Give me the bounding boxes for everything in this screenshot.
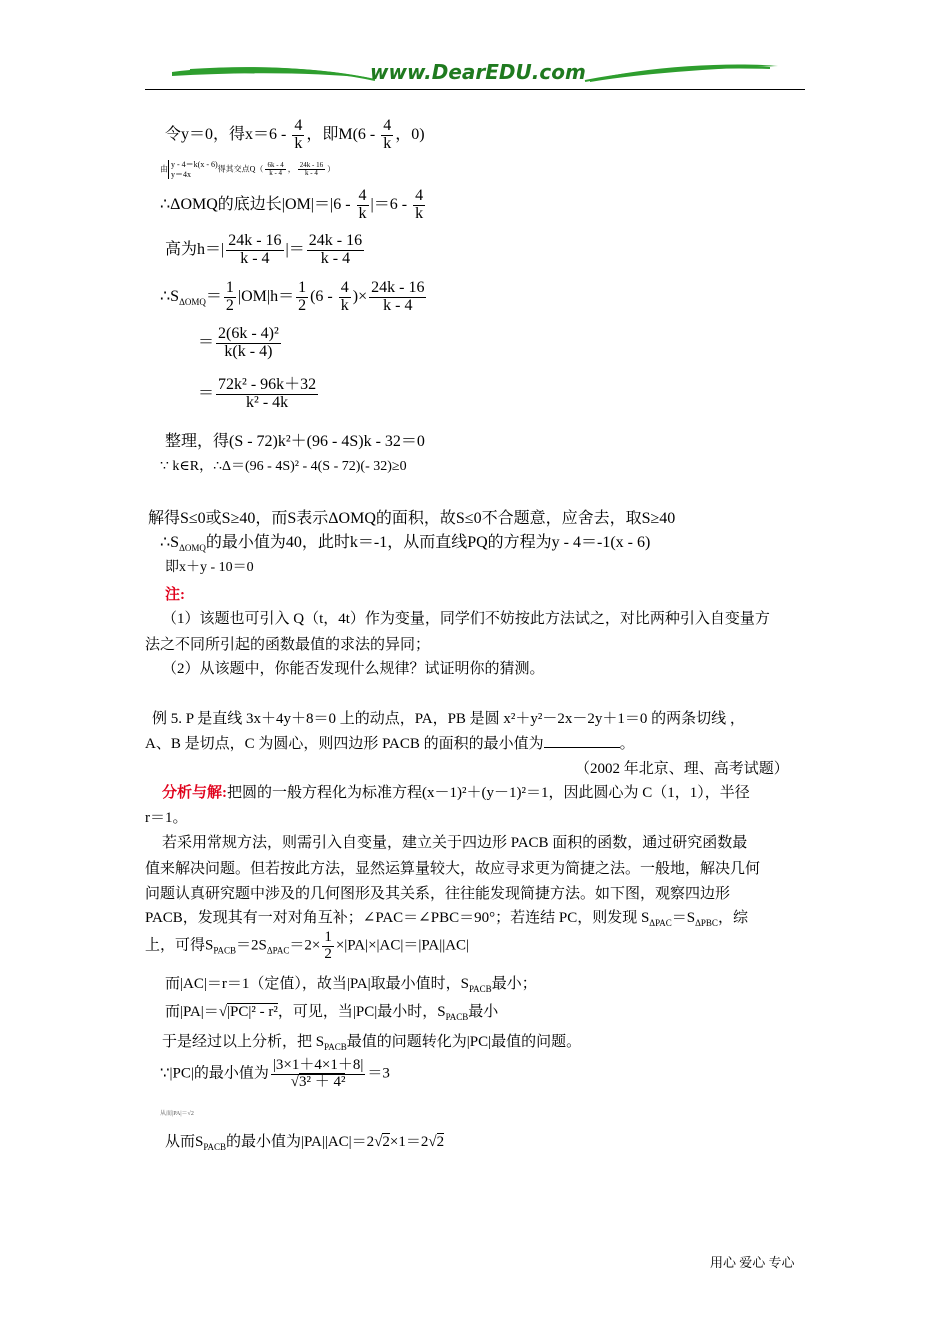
- analysis-para2-line-2: 值来解决问题。但若按此方法，显然运算量较大，故应寻求更为简捷之法。一般地，解决几何: [145, 861, 761, 877]
- analysis-line-5: 上，可得$S_{PACB}=2S_{\Delta PAC}=2\times$ $\frac{1}{2}$ ×|PA|×|AC|＝|PA||AC|: [145, 929, 470, 962]
- analysis-line-8: 于是经过以上分析，把 $S_{PACB}$最值的问题转化为|PC|最值的问题。: [162, 1034, 582, 1052]
- analysis-para2-line-1: 若采用常规方法，则需引入自变量，建立关于四边形 PACB 面积的函数，通过研究函数最: [162, 835, 748, 851]
- analysis-line-9: ∵|PC|的最小值为 $\frac{|3\times 1+4\times 1+8|}{\text{√3² ＋ 4²}}$ ＝3: [160, 1057, 390, 1090]
- derivation-line-2: 由 y - 4＝k(x - 6) y＝4x 得其交点Q（ $\frac{6k - 4}{k - 4}$ ， $\frac{24k - 16}{k - 4}$ ）: [160, 160, 336, 179]
- analysis-para2-line-3: 问题认真研究题中涉及的几何图形及其关系，往往能发现简捷方法。如下图，观察四边形: [145, 886, 731, 902]
- derivation-line-8: 整理，得(S - 72)k²＋(96 - 4S)k - 32＝0: [165, 433, 425, 450]
- note-label: 注:: [165, 587, 185, 603]
- note-p1-line2: 法之不同所引起的函数最值的求法的异同；: [145, 637, 431, 653]
- analysis-line-1: 分析与解:把圆的一般方程化为标准方程(x－1)²＋(y－1)²＝1，因此圆心为 C（1，1），半径: [162, 785, 750, 801]
- note-p2: （2）从该题中，你能否发现什么规律？试证明你的猜测。: [162, 661, 545, 677]
- derivation-line-7: ＝ $\frac{\text{72k² - 96k＋32}}{\text{k² - 4k}}$: [198, 376, 317, 411]
- derivation-line-5: $\therefore S_{\Delta OMQ}=$ $\frac{1}{2}$ |OM|h＝ $\frac{1}{2}$ (6 - $\frac{4}{k}$ )× $\frac{24k - 16}{k - 4}$: [160, 279, 425, 314]
- footer-text: 用心 爱心 专心: [710, 1255, 795, 1270]
- derivation-line-3: ∴ΔOMQ的底边长|OM|＝|6 - $\frac{4}{k}$ |＝6 - $\frac{4}{k}$: [160, 187, 424, 222]
- analysis-line-7: 而|PA|＝√|PC|² - r²，可见，当|PC|最小时，$S_{PACB}$最小: [165, 1004, 499, 1022]
- tiny-note: 从而|PA|＝√2: [160, 1111, 194, 1117]
- derivation-line-6: ＝ $\frac{\text{2(6k - 4)²}}{k(k - 4)}$: [198, 325, 279, 360]
- final-line: 从而$S_{PACB}$的最小值为|PA||AC|＝2√2×1＝2√2: [165, 1134, 445, 1152]
- solution-line-2: $\therefore S_{\Delta OMQ}$的最小值为40，此时k＝-1，从而直线PQ的方程为y - 4＝-1(x - 6): [160, 534, 651, 554]
- example5-line-2: A、B 是切点，C 为圆心，则四边形 PACB 的面积的最小值为 。: [145, 736, 635, 752]
- solution-line-3: 即x＋y - 10＝0: [165, 560, 254, 575]
- analysis-line-2: r＝1。: [145, 810, 188, 826]
- header-logo: [170, 58, 780, 88]
- solution-line-1: 解得S≤0或S≥40，而S表示ΔOMQ的面积，故S≤0不合题意，应舍去，取S≥40: [148, 510, 676, 527]
- derivation-line-4: 高为h＝| $\frac{24k - 16}{k - 4}$ |＝ $\frac{24k - 16}{k - 4}$: [165, 232, 363, 267]
- example5-line-1: 例 5. P 是直线 3x＋4y＋8＝0 上的动点，PA，PB 是圆 x²＋y²－2x－2y＋1＝0 的两条切线 ，: [152, 711, 745, 727]
- example5-source: （2002 年北京、理、高考试题）: [575, 761, 789, 777]
- answer-blank[interactable]: [544, 735, 620, 748]
- header-rule: [145, 89, 805, 90]
- derivation-line-9: ∵ k∈R，∴Δ＝(96 - 4S)² - 4(S - 72)(- 32)≥0: [160, 459, 407, 474]
- derivation-line-1: 令y＝0，得x＝6 - $\frac{4}{k}$ ，即M(6 - $\frac{4}{k}$ ，0): [165, 117, 425, 152]
- note-p1-line1: （1）该题也可引入 Q（t，4t）作为变量，同学们不妨按此方法试之，对比两种引入自变量方: [162, 611, 770, 627]
- sqrt-symbol: √: [218, 1004, 228, 1020]
- analysis-para2-line-4: PACB，发现其有一对对角互补；∠PAC＝∠PBC＝90°；若连结 PC，则发现 $S_{\Delta PAC}=S_{\Delta PBC}$，综: [145, 910, 748, 928]
- right-swoosh-thin: [585, 68, 770, 81]
- site-name: www.DearEDU.com: [370, 60, 586, 84]
- analysis-line-6: 而|AC|＝r＝1（定值），故当|PA|取最小值时，$S_{PACB}$最小；: [165, 976, 537, 994]
